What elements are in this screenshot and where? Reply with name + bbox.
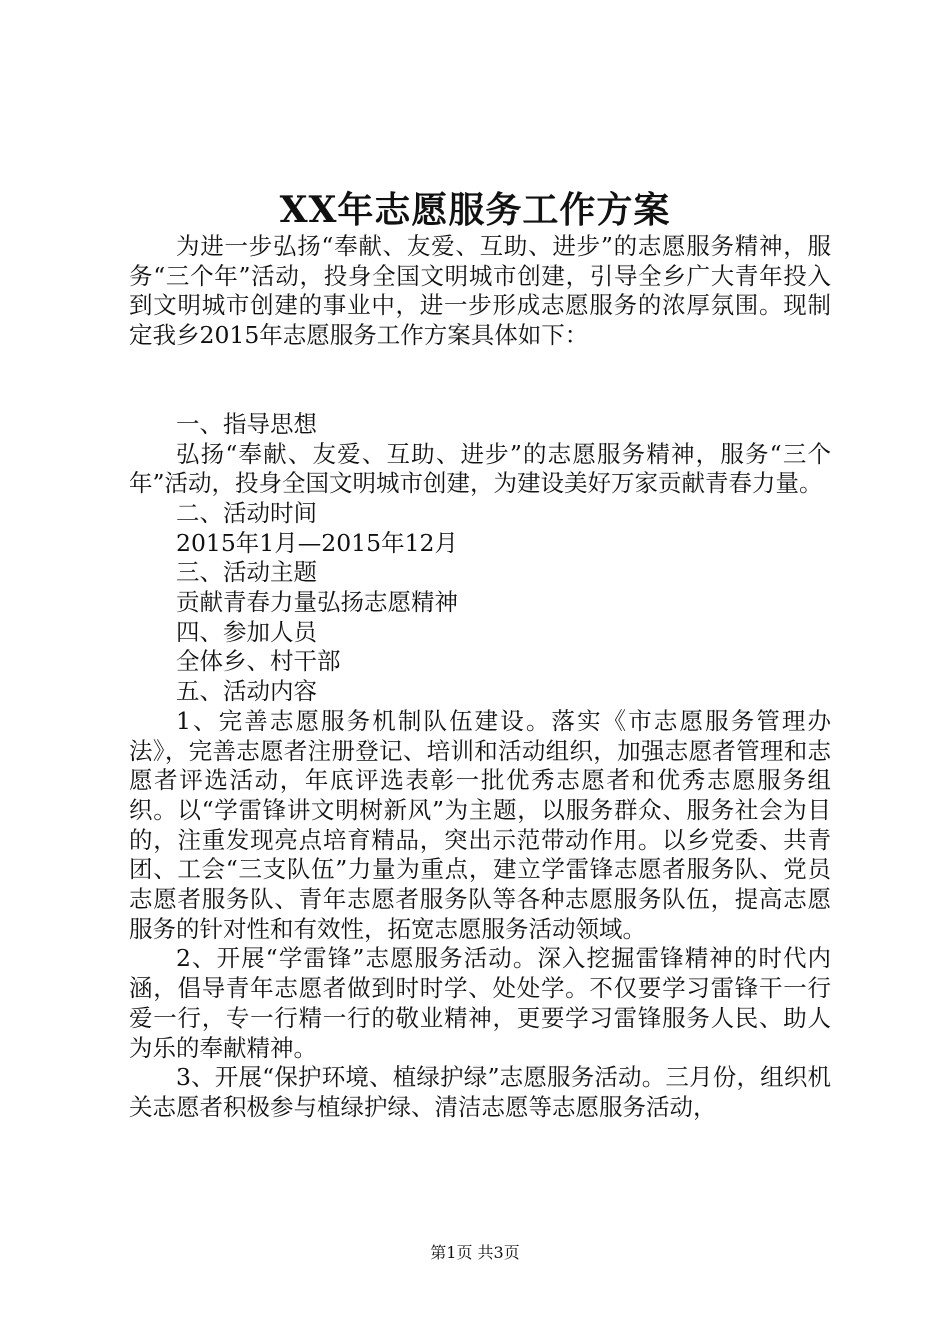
section-heading-guiding-ideology: 一、指导思想 <box>176 409 317 438</box>
document-body <box>129 232 831 1123</box>
section-text-guiding-ideology: 弘扬“奉献、友爱、互助、进步”的志愿服务精神，服务“三个年”活动，投身全国文明城市创建，为建设美好万家贡献青春力量。 <box>129 439 831 498</box>
section-heading-activity-content: 五、活动内容 <box>176 677 317 706</box>
section-text-participants: 全体乡、村干部 <box>176 647 341 676</box>
intro-paragraph: 为进一步弘扬“奉献、友爱、互助、进步”的志愿服务精神，服务“三个年”活动，投身全国文明城市创建，引导全乡广大青年投入到文明城市创建的事业中，进一步形成志愿服务的浓厚氛围。现制定我乡2015年志愿服务工作方案具体如下： <box>129 232 831 350</box>
page-number-footer: 第1页 共3页 <box>430 1243 520 1262</box>
section-heading-participants: 四、参加人员 <box>176 617 317 646</box>
section-text-activity-theme: 贡献青春力量弘扬志愿精神 <box>176 588 458 617</box>
paragraph-spacer <box>129 351 831 410</box>
document-title: XX年志愿服务工作方案 <box>279 189 671 231</box>
content-item-2: 2、开展“学雷锋”志愿服务活动。深入挖掘雷锋精神的时代内涵，倡导青年志愿者做到时时学、处处学。不仅要学习雷锋干一行爱一行，专一行精一行的敬业精神，更要学习雷锋服务人民、助人为乐的奉献精神。 <box>129 944 831 1062</box>
content-item-3: 3、开展“保护环境、植绿护绿”志愿服务活动。三月份，组织机关志愿者积极参与植绿护绿、清洁志愿等志愿服务活动， <box>129 1063 831 1121</box>
section-heading-activity-time: 二、活动时间 <box>176 498 317 527</box>
section-text-activity-time: 2015年1月—2015年12月 <box>176 528 458 557</box>
section-heading-activity-theme: 三、活动主题 <box>176 558 317 587</box>
content-item-1: 1、完善志愿服务机制队伍建设。落实《市志愿服务管理办法》，完善志愿者注册登记、培训和活动组织，加强志愿者管理和志愿者评选活动，年底评选表彰一批优秀志愿者和优秀志愿服务组织。以“学雷锋讲文明树新风”为主题，以服务群众、服务社会为目的，注重发现亮点培育精品，突出示范带动作用。以乡党委、共青团、工会“三支队伍”力量为重点，建立学雷锋志愿者服务队、党员志愿者服务队、青年志愿者服务队等各种志愿服务队伍，提高志愿服务的针对性和有效性，拓宽志愿服务活动领域。 <box>129 706 831 943</box>
